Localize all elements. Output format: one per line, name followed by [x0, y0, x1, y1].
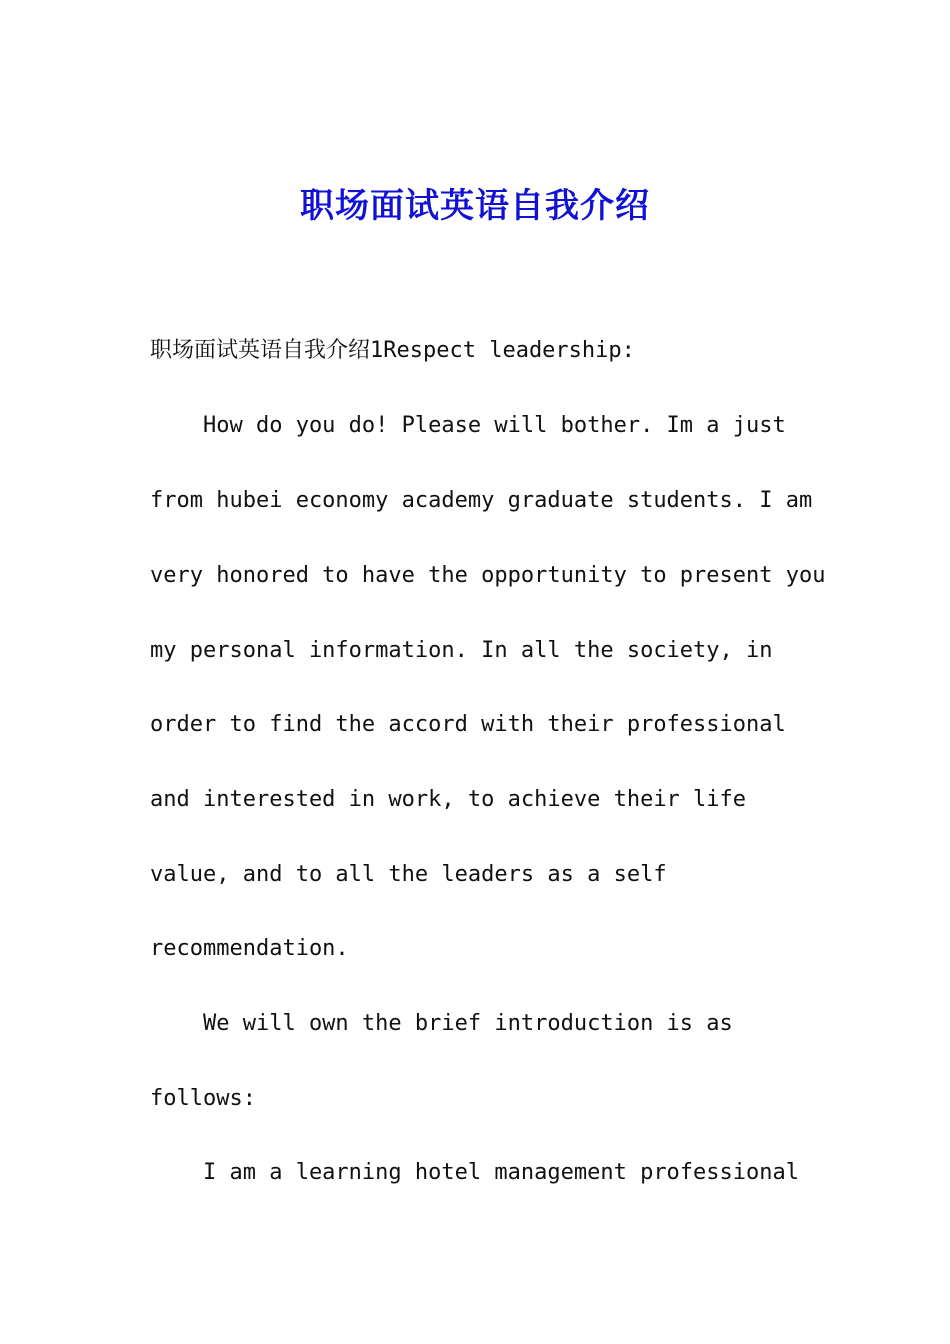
body-line-7: value, and to all the leaders as a self: [150, 862, 667, 887]
body-line-11: I am a learning hotel management professional: [150, 1160, 800, 1185]
body-line-10: follows:: [150, 1086, 256, 1111]
body-line-9: We will own the brief introduction is as: [150, 1011, 733, 1036]
body-line-6: and interested in work, to achieve their life: [150, 787, 747, 812]
document-title: 职场面试英语自我介绍: [300, 186, 650, 226]
body-line-2: from hubei economy academy graduate students. I am: [150, 488, 813, 513]
body-line-8: recommendation.: [150, 936, 349, 961]
body-line-5: order to find the accord with their professional: [150, 712, 786, 737]
intro-heading-line: 职场面试英语自我介绍1Respect leadership:: [150, 338, 635, 363]
body-line-4: my personal information. In all the society, in: [150, 638, 773, 663]
body-line-1: How do you do! Please will bother. Im a just: [150, 413, 786, 438]
body-line-3: very honored to have the opportunity to present you: [150, 563, 826, 588]
